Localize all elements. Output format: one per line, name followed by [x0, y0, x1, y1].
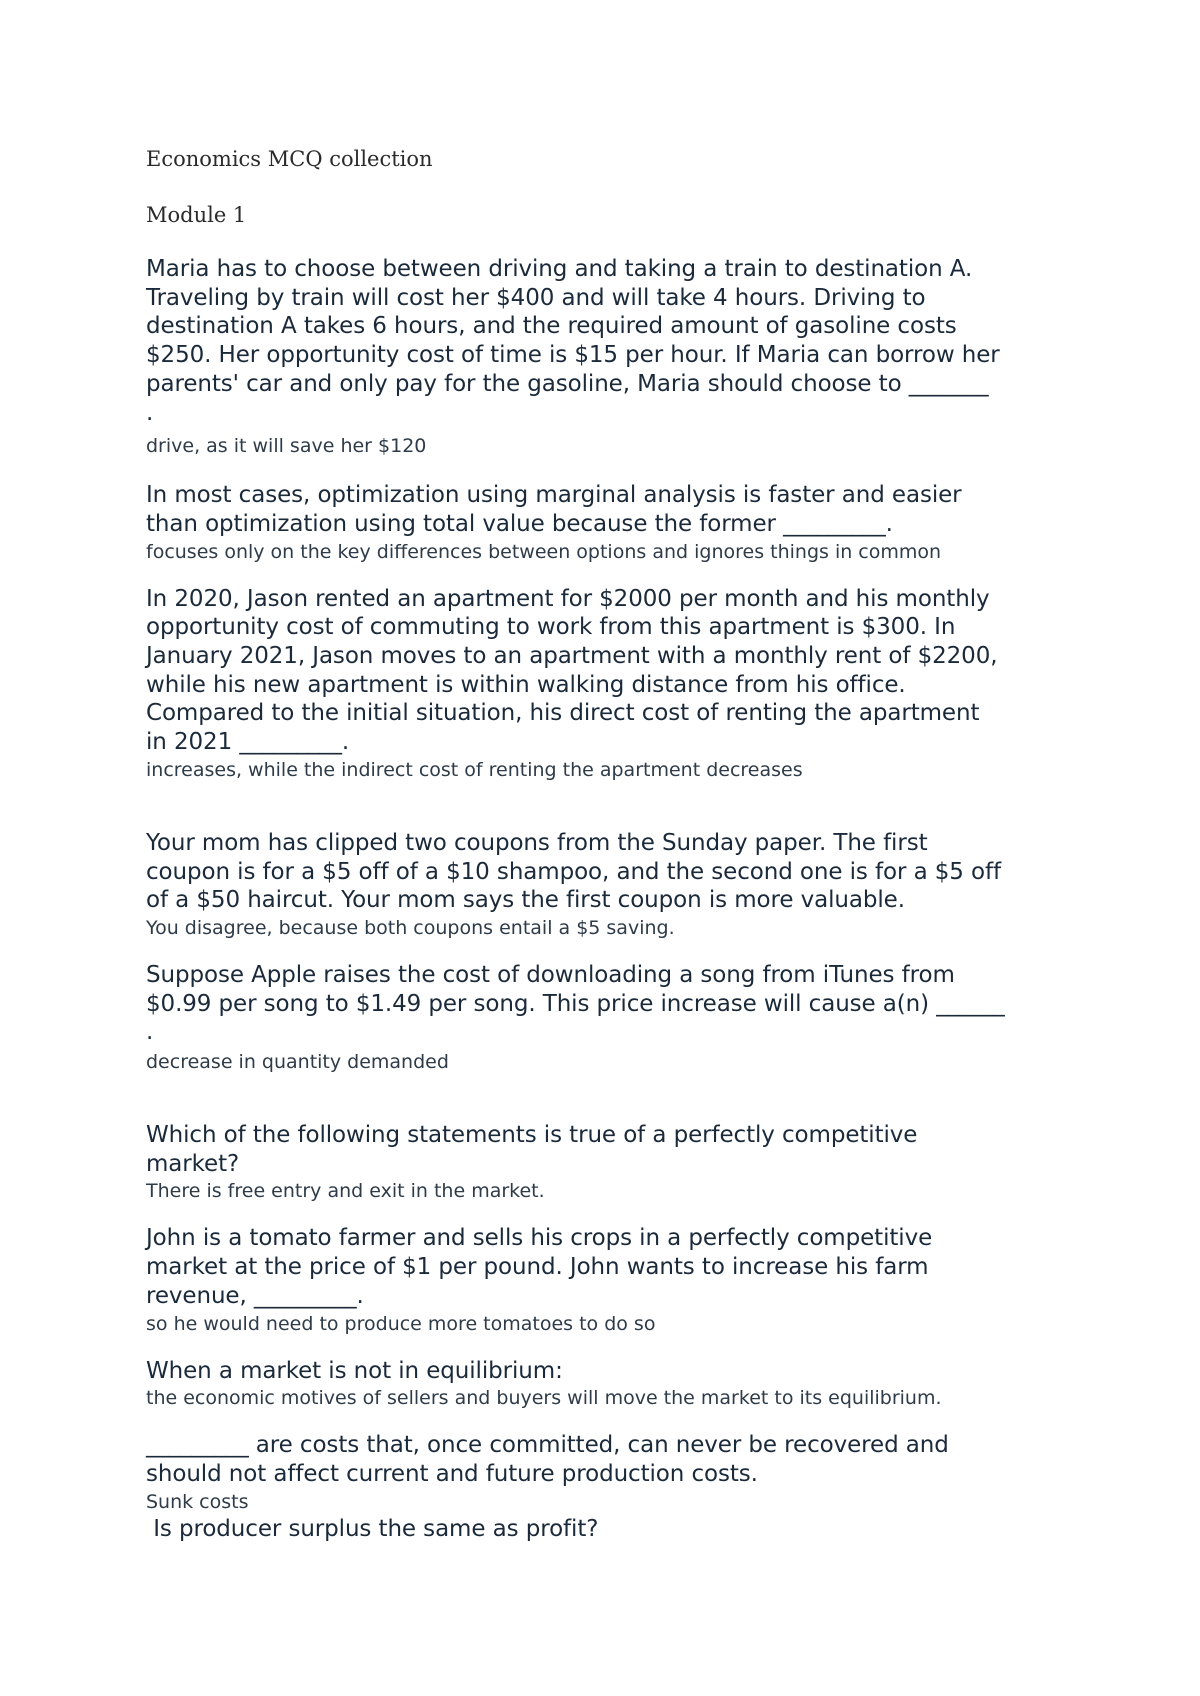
answer-text: There is free entry and exit in the market.	[146, 1180, 545, 1203]
question-text: Suppose Apple raises the cost of downloading a song from iTunes from $0.99 per song to $1.49 per song. This price increase will cause a(n) ______ .	[146, 961, 1005, 1046]
module-heading: Module 1	[146, 203, 247, 227]
question-block-8	[146, 1357, 1076, 1412]
question-text: In 2020, Jason rented an apartment for $2000 per month and his monthly opportunity cost of commuting to work from this apartment is $300. In January 2021, Jason moves to an apartment with a monthly rent of $2200, while his new apartment is within walking distance from his office. Compared to the initial situation, his direct cost of renting the apartment in 2021 _________.	[146, 585, 998, 756]
question-block-5	[146, 961, 1076, 1075]
document-body	[146, 146, 1076, 1543]
answer-text: Sunk costs	[146, 1490, 249, 1513]
question-block-9	[146, 1431, 1076, 1514]
question-text: In most cases, optimization using marginal analysis is faster and easier than optimization using total value because the former _________.	[146, 482, 962, 537]
answer-text: drive, as it will save her $120	[146, 435, 427, 458]
answer-text: You disagree, because both coupons entail a $5 saving.	[146, 916, 675, 939]
question-text: When a market is not in equilibrium:	[146, 1357, 563, 1384]
answer-text: increases, while the indirect cost of renting the apartment decreases	[146, 758, 803, 781]
question-block-2	[146, 481, 1076, 564]
question-block-3	[146, 585, 1076, 783]
answer-text: focuses only on the key differences between options and ignores things in common	[146, 540, 942, 563]
question-text: Maria has to choose between driving and taking a train to destination A. Traveling by train will cost her $400 and will take 4 hours. Driving to destination A takes 6 hours, and the required amount of gasoline costs $250. Her opportunity cost of time is $15 per hour. If Maria can borrow her parents' car and only pay for the gasoline, Maria should choose to _______ .	[146, 256, 1000, 426]
document-title: Economics MCQ collection	[146, 147, 433, 171]
answer-text: so he would need to produce more tomatoes to do so	[146, 1312, 656, 1335]
answer-text: the economic motives of sellers and buyers will move the market to its equilibrium.	[146, 1387, 942, 1410]
question-text: John is a tomato farmer and sells his crops in a perfectly competitive market at the price of $1 per pound. John wants to increase his farm revenue, _________.	[146, 1225, 933, 1309]
question-text: Which of the following statements is true of a perfectly competitive market?	[146, 1122, 918, 1177]
question-text: _________ are costs that, once committed, can never be recovered and should not affect current and future production costs.	[146, 1432, 949, 1487]
question-block-6	[146, 1121, 1076, 1204]
question-text: Is producer surplus the same as profit?	[146, 1515, 599, 1542]
question-block-1	[146, 255, 1076, 459]
question-block-4	[146, 829, 1076, 941]
question-block-10	[146, 1515, 1076, 1544]
answer-text: decrease in quantity demanded	[146, 1051, 449, 1074]
question-block-7	[146, 1224, 1076, 1336]
question-text: Your mom has clipped two coupons from the Sunday paper. The first coupon is for a $5 off of a $10 shampoo, and the second one is for a $5 off of a $50 haircut. Your mom says the first coupon is more valuable.	[146, 829, 1002, 914]
